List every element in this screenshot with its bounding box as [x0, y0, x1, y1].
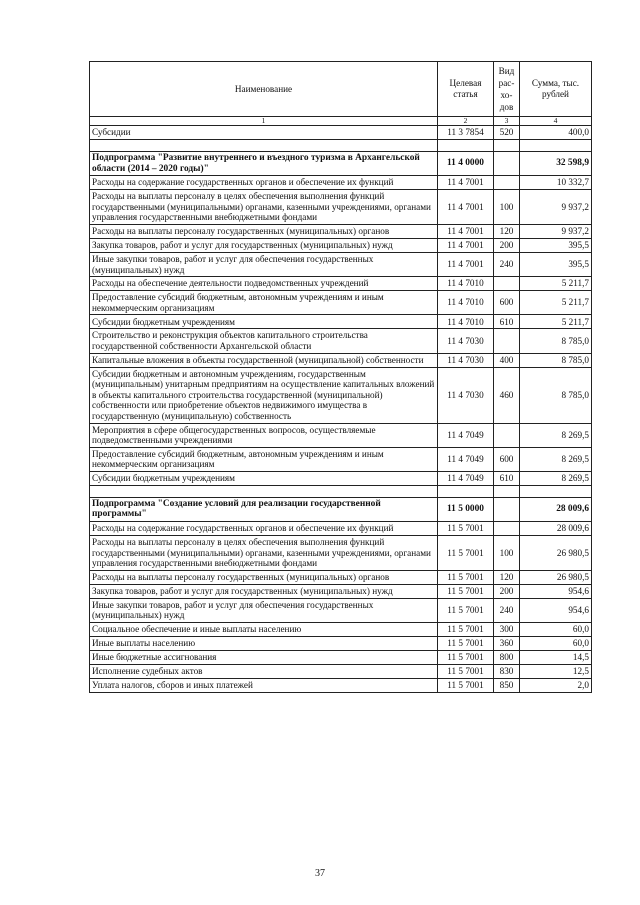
table-row: [90, 190, 592, 225]
row-name: Социальное обеспечение и иные выплаты населению: [90, 623, 438, 637]
row-expense-type: 360: [494, 637, 520, 651]
row-expense-type: [494, 277, 520, 291]
row-target-code: 11 5 7001: [438, 679, 494, 693]
subprogram-row: [90, 497, 592, 521]
row-expense-type: [494, 176, 520, 190]
row-expense-type: [494, 329, 520, 353]
row-target-code: 11 4 7049: [438, 423, 494, 447]
header-code: Целевая статья: [438, 62, 494, 117]
row-sum: 60,0: [520, 623, 592, 637]
column-number: 4: [520, 117, 592, 126]
spacer-cell: [520, 485, 592, 497]
budget-table: [89, 61, 592, 693]
row-target-code: 11 5 7001: [438, 637, 494, 651]
row-name: Расходы на выплаты персоналу в целях обеспечения выполнения функций государственными (муниципальными) органами, казенными учреждениями, органами управления государственными внебюджетными фондами: [90, 536, 438, 571]
row-name: Уплата налогов, сборов и иных платежей: [90, 679, 438, 693]
header-type: Вид рас- хо- дов: [494, 62, 520, 117]
row-expense-type: 120: [494, 570, 520, 584]
row-name: Иные бюджетные ассигнования: [90, 651, 438, 665]
row-expense-type: 850: [494, 679, 520, 693]
row-name: Расходы на выплаты персоналу в целях обеспечения выполнения функций государственными (муниципальными) органами, казенными учреждениями, органами управления государственными внебюджетными фондами: [90, 190, 438, 225]
table-row: [90, 238, 592, 252]
spacer-cell: [90, 485, 438, 497]
column-number-row: [90, 117, 592, 126]
row-name: Иные выплаты населению: [90, 637, 438, 651]
row-expense-type: 120: [494, 224, 520, 238]
row-target-code: 11 4 7049: [438, 471, 494, 485]
row-expense-type: 240: [494, 252, 520, 276]
row-sum: 8 269,5: [520, 423, 592, 447]
row-expense-type: [494, 522, 520, 536]
row-sum: 2,0: [520, 679, 592, 693]
row-name: Субсидии бюджетным и автономным учреждениям, государственным (муниципальным) унитарным предприятиям на осуществление капитальных вложений в объекты капитального строительства государственной (муниципальной) собственности или приобретение объектов недвижимого имущества в государственную (муниципальную) собственность: [90, 367, 438, 423]
row-sum: 26 980,5: [520, 536, 592, 571]
row-sum: 32 598,9: [520, 152, 592, 176]
row-sum: 9 937,2: [520, 190, 592, 225]
row-sum: 8 785,0: [520, 353, 592, 367]
table-row: [90, 176, 592, 190]
budget-table-body: [90, 62, 592, 693]
row-target-code: 11 5 0000: [438, 497, 494, 521]
row-sum: 28 009,6: [520, 522, 592, 536]
page-number: 37: [315, 868, 325, 879]
column-number: 3: [494, 117, 520, 126]
row-sum: 10 332,7: [520, 176, 592, 190]
row-name: Предоставление субсидий бюджетным, автономным учреждениям и иным некоммерческим организациям: [90, 447, 438, 471]
row-name: Закупка товаров, работ и услуг для государственных (муниципальных) нужд: [90, 238, 438, 252]
row-expense-type: 460: [494, 367, 520, 423]
row-expense-type: 240: [494, 598, 520, 622]
table-row: [90, 471, 592, 485]
row-expense-type: [494, 497, 520, 521]
row-name: Предоставление субсидий бюджетным, автономным учреждениям и иным некоммерческим организациям: [90, 291, 438, 315]
row-target-code: 11 5 7001: [438, 570, 494, 584]
table-row: [90, 522, 592, 536]
row-name: Расходы на выплаты персоналу государственных (муниципальных) органов: [90, 224, 438, 238]
row-target-code: 11 4 7030: [438, 329, 494, 353]
row-name: Подпрограмма "Развитие внутреннего и въездного туризма в Архангельской области (2014 – 2020 годы)": [90, 152, 438, 176]
header-sum: Сумма, тыс. рублей: [520, 62, 592, 117]
row-expense-type: 610: [494, 471, 520, 485]
row-sum: 60,0: [520, 637, 592, 651]
spacer-cell: [494, 485, 520, 497]
row-name: Мероприятия в сфере общегосударственных вопросов, осуществляемые подведомственными учреждениями: [90, 423, 438, 447]
row-target-code: 11 4 7010: [438, 315, 494, 329]
row-name: Иные закупки товаров, работ и услуг для обеспечения государственных (муниципальных) нужд: [90, 598, 438, 622]
row-name: Подпрограмма "Создание условий для реализации государственной программы": [90, 497, 438, 521]
row-expense-type: 800: [494, 651, 520, 665]
row-target-code: 11 4 0000: [438, 152, 494, 176]
row-target-code: 11 5 7001: [438, 584, 494, 598]
row-expense-type: 830: [494, 665, 520, 679]
row-expense-type: 300: [494, 623, 520, 637]
table-row: [90, 651, 592, 665]
row-sum: 400,0: [520, 126, 592, 140]
table-row: [90, 584, 592, 598]
table-row: [90, 353, 592, 367]
row-sum: 395,5: [520, 252, 592, 276]
row-sum: 9 937,2: [520, 224, 592, 238]
table-row: [90, 679, 592, 693]
row-expense-type: 200: [494, 584, 520, 598]
row-target-code: 11 4 7010: [438, 277, 494, 291]
table-row: [90, 623, 592, 637]
row-sum: 12,5: [520, 665, 592, 679]
table-header-row: [90, 62, 592, 117]
row-sum: 954,6: [520, 584, 592, 598]
table-row: [90, 367, 592, 423]
row-expense-type: 600: [494, 291, 520, 315]
row-sum: 8 269,5: [520, 471, 592, 485]
table-row: [90, 277, 592, 291]
row-name: Расходы на выплаты персоналу государственных (муниципальных) органов: [90, 570, 438, 584]
row-target-code: 11 5 7001: [438, 598, 494, 622]
table-row: [90, 570, 592, 584]
row-sum: 5 211,7: [520, 291, 592, 315]
row-sum: 14,5: [520, 651, 592, 665]
row-name: Исполнение судебных актов: [90, 665, 438, 679]
row-sum: 395,5: [520, 238, 592, 252]
row-expense-type: 520: [494, 126, 520, 140]
row-expense-type: 100: [494, 536, 520, 571]
row-name: Закупка товаров, работ и услуг для государственных (муниципальных) нужд: [90, 584, 438, 598]
row-target-code: 11 3 7854: [438, 126, 494, 140]
row-target-code: 11 4 7001: [438, 252, 494, 276]
row-sum: 8 785,0: [520, 329, 592, 353]
table-row: [90, 252, 592, 276]
spacer-cell: [494, 140, 520, 152]
column-number: 2: [438, 117, 494, 126]
row-sum: 28 009,6: [520, 497, 592, 521]
spacer-cell: [520, 140, 592, 152]
row-expense-type: 200: [494, 238, 520, 252]
row-target-code: 11 4 7001: [438, 176, 494, 190]
row-target-code: 11 4 7030: [438, 353, 494, 367]
row-sum: 8 269,5: [520, 447, 592, 471]
table-row: [90, 291, 592, 315]
table-row: [90, 126, 592, 140]
row-name: Расходы на обеспечение деятельности подведомственных учреждений: [90, 277, 438, 291]
row-name: Субсидии бюджетным учреждениям: [90, 471, 438, 485]
row-expense-type: 610: [494, 315, 520, 329]
row-target-code: 11 5 7001: [438, 536, 494, 571]
table-row: [90, 224, 592, 238]
table-row: [90, 536, 592, 571]
row-target-code: 11 4 7001: [438, 190, 494, 225]
row-name: Строительство и реконструкция объектов капитального строительства государственной собственности Архангельской области: [90, 329, 438, 353]
spacer-row: [90, 485, 592, 497]
row-sum: 5 211,7: [520, 277, 592, 291]
column-number: 1: [90, 117, 438, 126]
row-name: Субсидии: [90, 126, 438, 140]
row-sum: 8 785,0: [520, 367, 592, 423]
table-row: [90, 598, 592, 622]
table-row: [90, 447, 592, 471]
row-name: Расходы на содержание государственных органов и обеспечение их функций: [90, 522, 438, 536]
row-expense-type: 600: [494, 447, 520, 471]
row-target-code: 11 4 7001: [438, 238, 494, 252]
row-expense-type: 400: [494, 353, 520, 367]
row-expense-type: [494, 423, 520, 447]
row-sum: 26 980,5: [520, 570, 592, 584]
row-target-code: 11 4 7001: [438, 224, 494, 238]
row-name: Расходы на содержание государственных органов и обеспечение их функций: [90, 176, 438, 190]
row-expense-type: [494, 152, 520, 176]
row-name: Субсидии бюджетным учреждениям: [90, 315, 438, 329]
spacer-row: [90, 140, 592, 152]
row-target-code: 11 4 7049: [438, 447, 494, 471]
row-target-code: 11 5 7001: [438, 651, 494, 665]
spacer-cell: [438, 485, 494, 497]
row-name: Капитальные вложения в объекты государственной (муниципальной) собственности: [90, 353, 438, 367]
header-name: Наименование: [90, 62, 438, 117]
table-row: [90, 329, 592, 353]
table-row: [90, 315, 592, 329]
row-sum: 954,6: [520, 598, 592, 622]
row-target-code: 11 5 7001: [438, 522, 494, 536]
row-target-code: 11 4 7010: [438, 291, 494, 315]
row-target-code: 11 5 7001: [438, 623, 494, 637]
table-row: [90, 637, 592, 651]
subprogram-row: [90, 152, 592, 176]
spacer-cell: [438, 140, 494, 152]
spacer-cell: [90, 140, 438, 152]
table-row: [90, 423, 592, 447]
row-name: Иные закупки товаров, работ и услуг для обеспечения государственных (муниципальных) нужд: [90, 252, 438, 276]
row-target-code: 11 4 7030: [438, 367, 494, 423]
row-sum: 5 211,7: [520, 315, 592, 329]
row-target-code: 11 5 7001: [438, 665, 494, 679]
row-expense-type: 100: [494, 190, 520, 225]
table-row: [90, 665, 592, 679]
